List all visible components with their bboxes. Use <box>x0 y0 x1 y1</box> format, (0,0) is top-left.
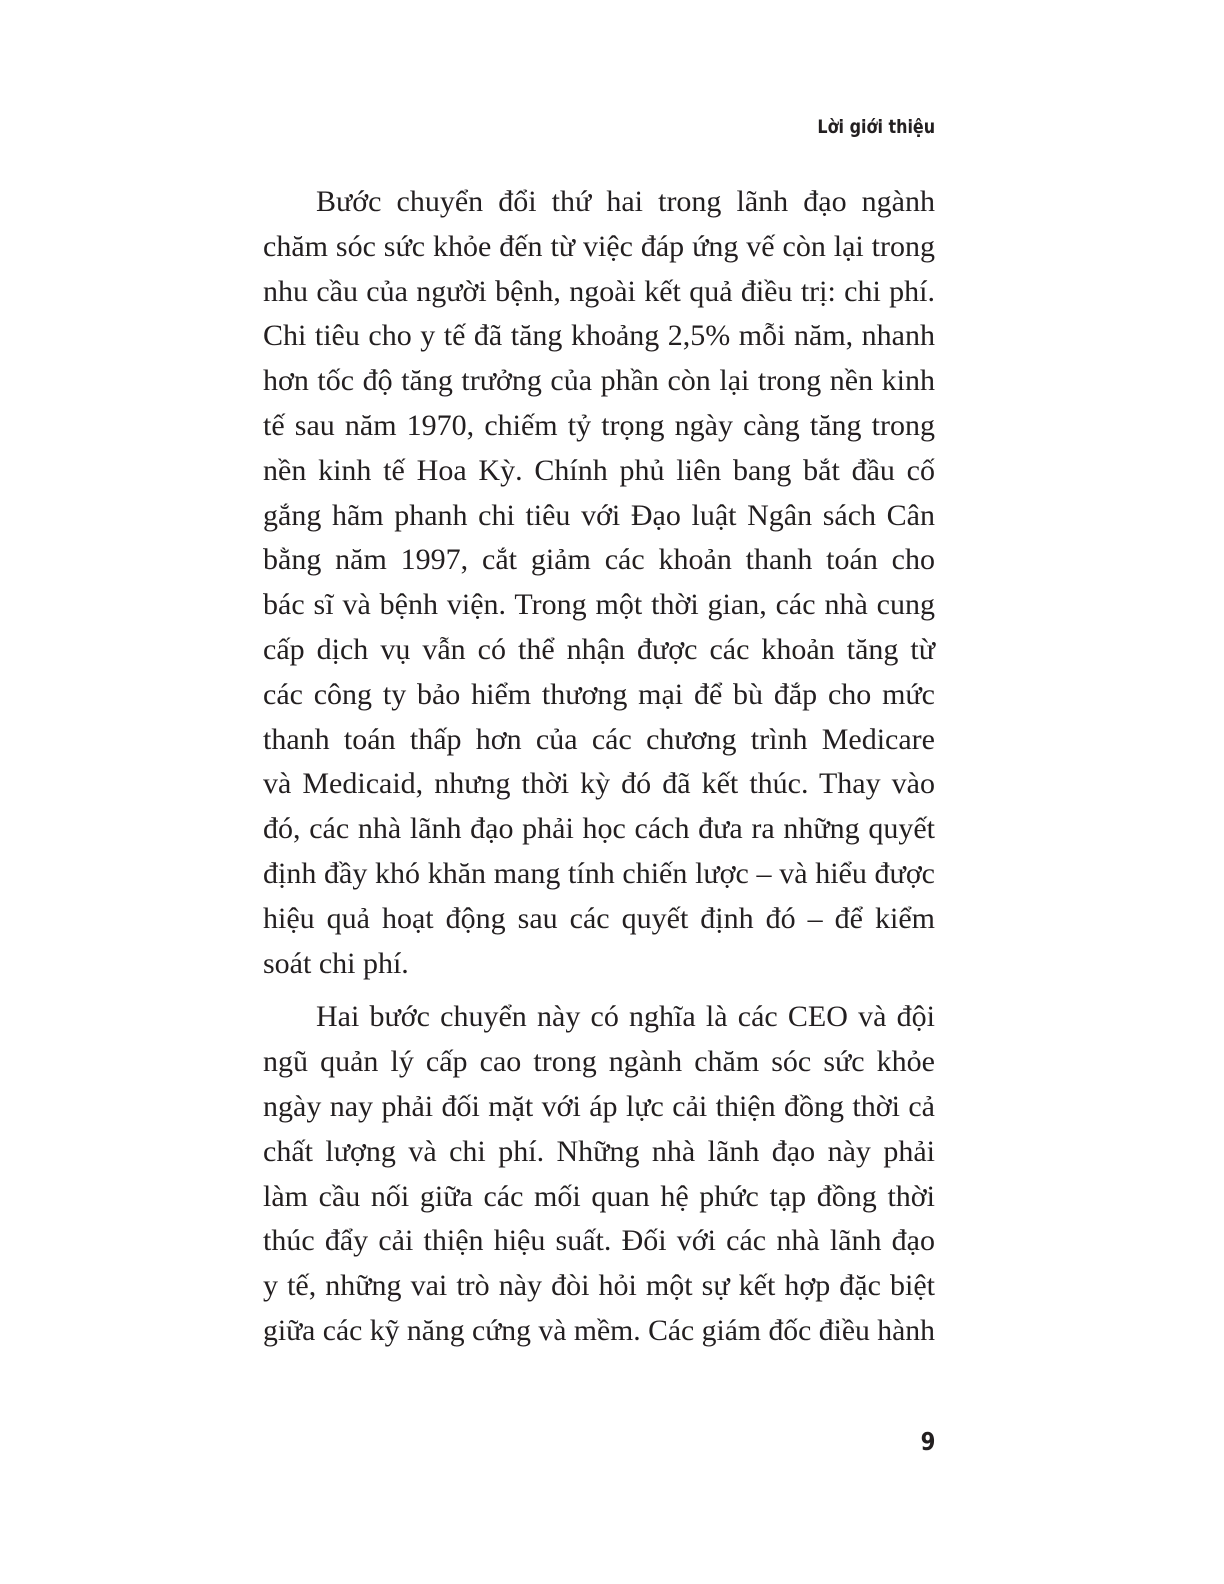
text-line: thanh toán thấp hơn của các chương trình Medicare <box>263 722 935 756</box>
text-line: nền kinh tế Hoa Kỳ. Chính phủ liên bang bắt đầu cố <box>263 453 935 487</box>
paragraph-1 <box>263 180 935 986</box>
text-line: nhu cầu của người bệnh, ngoài kết quả điều trị: chi phí. <box>263 274 935 308</box>
text-line: Chi tiêu cho y tế đã tăng khoảng 2,5% mỗi năm, nhanh <box>263 319 935 353</box>
text-line: tế sau năm 1970, chiếm tỷ trọng ngày càng tăng trong <box>263 408 935 442</box>
text-line: hơn tốc độ tăng trưởng của phần còn lại trong nền kinh <box>263 364 935 398</box>
text-line: y tế, những vai trò này đòi hỏi một sự kết hợp đặc biệt <box>263 1269 935 1303</box>
text-line: định đầy khó khăn mang tính chiến lược – và hiểu được <box>263 856 935 890</box>
text-line: hiệu quả hoạt động sau các quyết định đó – để kiểm <box>263 901 935 935</box>
text-line: cấp dịch vụ vẫn có thể nhận được các khoản tăng từ <box>263 632 935 666</box>
text-line: và Medicaid, nhưng thời kỳ đó đã kết thúc. Thay vào <box>263 767 935 801</box>
text-line: giữa các kỹ năng cứng và mềm. Các giám đốc điều hành <box>263 1314 935 1347</box>
text-line: ngày nay phải đối mặt với áp lực cải thiện đồng thời cả <box>263 1089 935 1123</box>
text-line: Bước chuyển đổi thứ hai trong lãnh đạo ngành <box>316 185 935 218</box>
text-line: soát chi phí. <box>263 946 409 980</box>
text-line: làm cầu nối giữa các mối quan hệ phức tạp đồng thời <box>263 1179 935 1213</box>
running-header: Lời giới thiệu <box>817 116 935 138</box>
paragraph-2 <box>263 995 935 1353</box>
text-line: bác sĩ và bệnh viện. Trong một thời gian, các nhà cung <box>263 588 935 622</box>
text-line: thúc đẩy cải thiện hiệu suất. Đối với các nhà lãnh đạo <box>263 1224 935 1258</box>
text-line: Hai bước chuyển này có nghĩa là các CEO và đội <box>316 1000 935 1034</box>
text-line: bằng năm 1997, cắt giảm các khoản thanh toán cho <box>263 543 935 577</box>
body-text <box>263 180 935 1354</box>
text-line: chăm sóc sức khỏe đến từ việc đáp ứng vế còn lại trong <box>263 229 935 263</box>
text-line: ngũ quản lý cấp cao trong ngành chăm sóc sức khỏe <box>263 1045 935 1079</box>
text-line: các công ty bảo hiểm thương mại để bù đắp cho mức <box>263 677 935 711</box>
page-number: 9 <box>920 1427 935 1456</box>
text-line: gắng hãm phanh chi tiêu với Đạo luật Ngân sách Cân <box>263 498 935 532</box>
text-line: đó, các nhà lãnh đạo phải học cách đưa ra những quyết <box>263 812 935 846</box>
text-line: chất lượng và chi phí. Những nhà lãnh đạo này phải <box>263 1134 935 1168</box>
